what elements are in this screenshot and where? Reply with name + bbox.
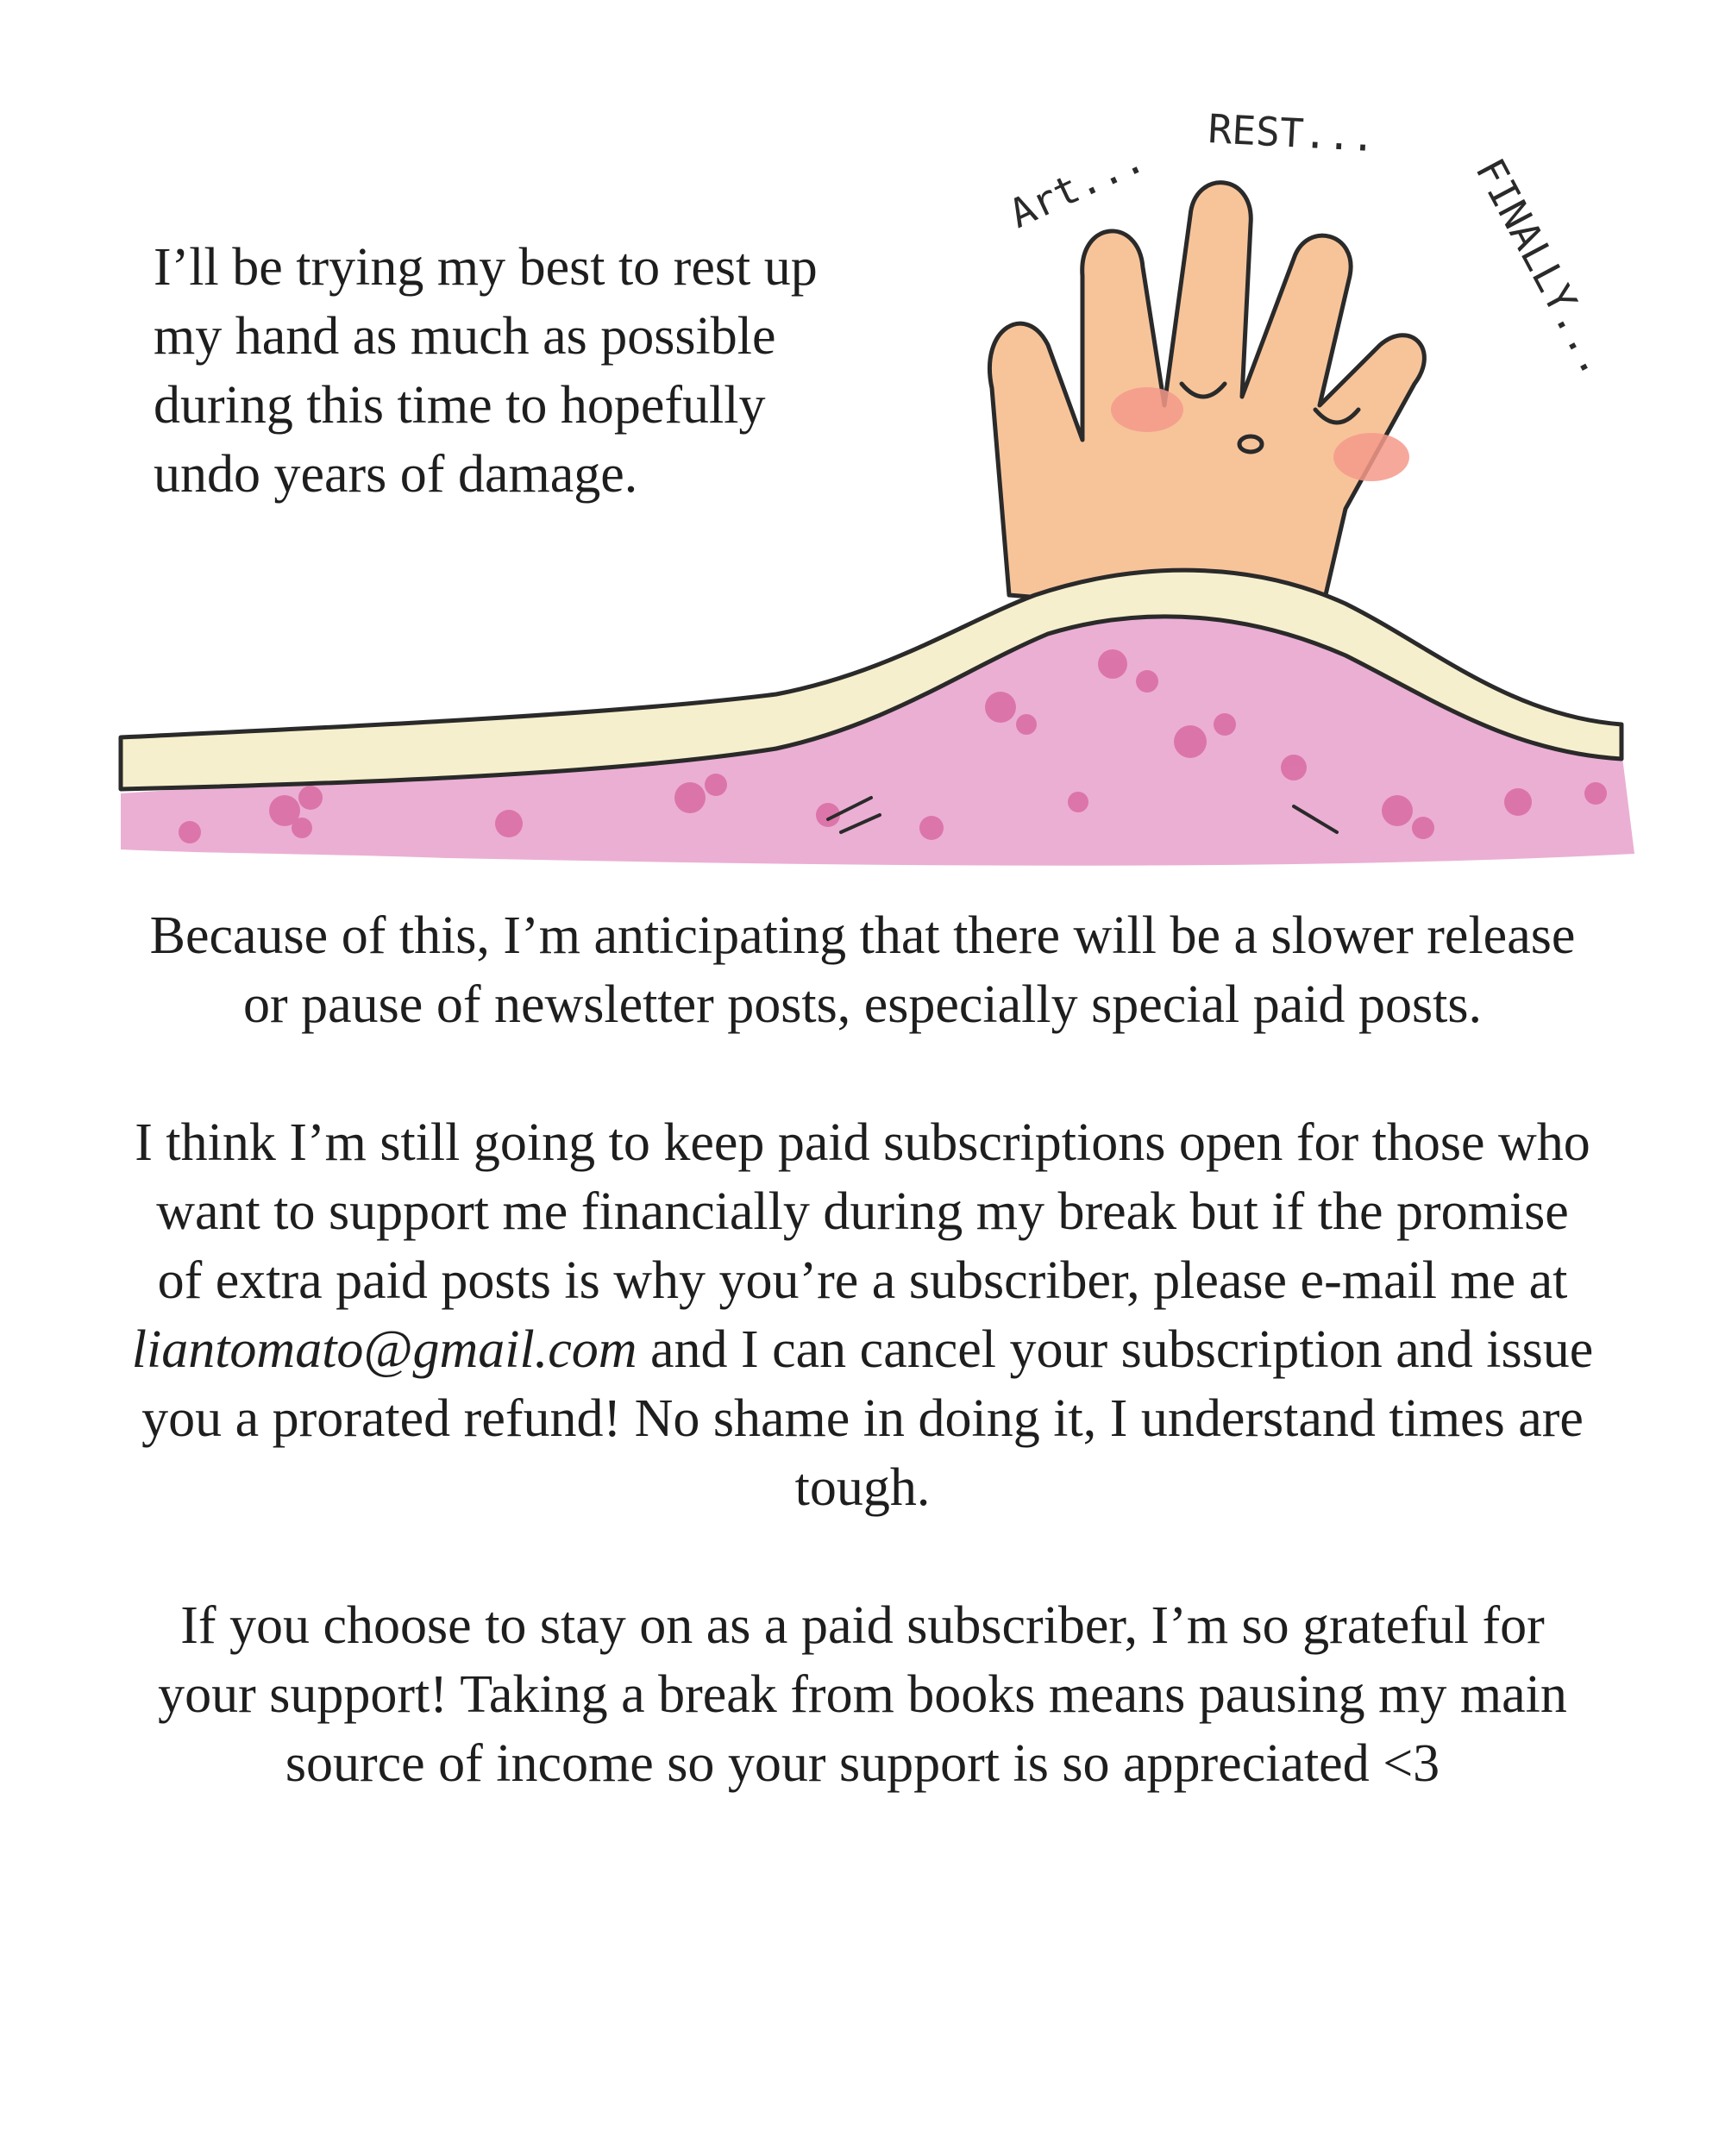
left-blush	[1111, 387, 1183, 432]
caption-finally: FINALLY...	[1466, 150, 1620, 384]
resting-hand-illustration	[0, 0, 1725, 897]
caption-rest: REST...	[1207, 105, 1377, 161]
email-address: liantomato@gmail.com	[131, 1320, 637, 1379]
body-text	[129, 901, 1596, 1798]
caption-art: Art...	[1001, 134, 1152, 237]
paragraph-thanks: If you choose to stay on as a paid subscriber, I’m so grateful for your support! Taking a break from books means pausing my main source of income so your support is so appreciated <3	[158, 1596, 1567, 1793]
paragraph-subscriptions	[129, 1108, 1596, 1522]
paragraph-release: Because of this, I’m anticipating that there will be a slower release or pause of newsletter posts, especially special paid posts.	[149, 906, 1576, 1034]
paragraph-subscriptions-before: I think I’m still going to keep paid subscriptions open for those who want to support me financially during my break but if the promise of extra paid posts is why you’re a subscriber, please e-mail me at	[135, 1113, 1590, 1310]
hand-shape	[989, 183, 1424, 621]
intro-text: I’ll be trying my best to rest up my hand as much as possible during this time to hopefully undo years of damage.	[154, 238, 818, 504]
right-blush	[1333, 433, 1409, 481]
paragraph-subscriptions-after: and I can cancel your subscription and issue you a prorated refund! No shame in doing it, I understand times are tough.	[141, 1320, 1594, 1517]
